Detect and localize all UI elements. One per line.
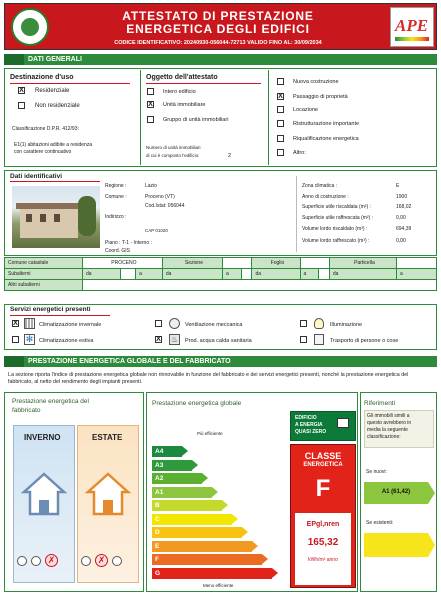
estate-label: ESTATE [92,433,123,442]
altro-checkbox[interactable] [277,149,284,156]
anno-costruzione-value: 1900 [396,194,408,200]
non-residenziale-checkbox[interactable] [18,102,25,109]
riferimenti-note: Gli immobili simili a questo avrebbero in media la seguente classificazione: [364,410,434,448]
numero-unita-label-2: di cui è composto l'edificio: [146,153,200,158]
fabbricato-title-2: fabbricato [12,407,41,414]
cod-istat-value: Cod.Istat: 056044 [145,203,185,209]
snowflake-icon: ✻ [25,334,34,344]
catasto-table [4,257,437,291]
passaggio-proprieta-checkbox[interactable]: X [278,93,283,100]
inverno-face-icon-3: ✗ [45,554,58,567]
energy-class-a3: A3 [152,460,192,471]
energy-class-f: F [152,554,262,565]
section-dati-generali: DATI GENERALI [4,54,437,65]
nzeb-checkbox[interactable] [337,418,349,428]
building-photo [12,186,100,248]
clim-invernale-label: Climatizzazione invernale [39,322,102,328]
nzeb-box: EDIFICIO A ENERGIA QUASI ZERO [290,411,356,441]
superficie-raffrescata-label: Superficie utile raffrescata (m²) : [302,215,374,221]
lightbulb-icon [314,318,324,329]
inverno-face-icon-1 [17,556,27,566]
se-esistenti-label: Se esistenti: [366,520,394,526]
locazione-label: Locazione [293,107,319,113]
zona-climatica-value: E [396,183,400,189]
classificazione-label: Classificazione D.P.R. 412/93: [12,126,79,132]
clim-invernale-checkbox[interactable]: X [13,320,18,327]
non-residenziale-label: Non residenziale [35,103,80,109]
se-nuovi-arrow: A1 (61,42) [364,482,428,504]
section-prestazione: PRESTAZIONE ENERGETICA GLOBALE E DEL FABBRICATO [4,356,437,367]
volume-raffrescato-value: 0,00 [396,238,406,244]
indice-value: 165,32 [307,537,339,548]
table-row: Comune catastale PROCENO Sezione Foglio Particella [5,258,437,269]
numero-unita-label-1: Numero di unità immobiliari [146,145,201,150]
trasporto-checkbox[interactable] [300,336,307,343]
energy-class-d: D [152,527,242,538]
regione-value: Lazio [145,183,157,189]
classe-label: CLASSE [304,451,342,461]
comune-label: Comune : [105,194,127,200]
region-seal-icon [11,8,49,46]
piu-efficiente-label: Più efficiente [197,431,223,436]
ventilazione-checkbox[interactable] [155,320,162,327]
nuova-costruzione-label: Nuova costruzione [293,79,339,85]
trasporto-label: Trasporto di persone o cose [330,338,399,344]
table-row: Altri subalterni [5,280,437,291]
zona-climatica-label: Zona climatica : [302,183,338,189]
volume-raffrescato-label: Volume lordo raffrescato (m³) : [302,238,370,244]
nuova-costruzione-checkbox[interactable] [277,78,284,85]
indice-label: EPgl,nren [306,521,340,528]
coord-gis-label: Coord. GIS [105,248,131,254]
volume-riscaldato-label: Volume lordo riscaldato (m³) : [302,226,368,232]
dati-identificativi-title: Dati identificativi [10,173,63,180]
radiator-icon [24,318,35,329]
faucet-icon: ♨ [170,335,179,344]
certificate-title: ATTESTATO DI PRESTAZIONE ENERGETICA DEGLI EDIFICI [122,9,314,36]
oggetto-title: Oggetto dell'attestato [146,74,218,81]
classificazione-value-1: E1(1) abitazioni adibite a residenza [14,142,93,148]
unita-immobiliare-label: Unità immobiliare [163,102,206,108]
illuminazione-label: Illuminazione [330,322,363,328]
volume-riscaldato-value: 694,39 [396,226,412,232]
servizi-title: Servizi energetici presenti [10,306,91,313]
inverno-label: INVERNO [24,433,61,442]
energy-class-e: E [152,541,252,552]
riqualificazione-checkbox[interactable] [277,135,284,142]
intero-edificio-label: Intero edificio [163,89,196,95]
ristrutturazione-checkbox[interactable] [277,120,284,127]
classificazione-value-2: con carattere continuativo [14,149,72,155]
riferimenti-title: Riferimenti [364,400,396,407]
superficie-riscaldata-value: 168,02 [396,204,412,210]
energy-class-c: C [152,514,232,525]
estate-face-icon-2: ✗ [95,554,108,567]
superficie-raffrescata-value: 0,00 [396,215,406,221]
riqualificazione-label: Riqualificazione energetica [293,136,359,142]
illuminazione-checkbox[interactable] [300,320,307,327]
energy-class-g: G [152,568,272,579]
house-winter-icon [20,470,68,518]
indice-unit: kWh/m² anno [308,557,338,563]
passaggio-proprieta-label: Passaggio di proprietà [293,94,348,100]
unita-immobiliare-checkbox[interactable]: X [148,101,153,108]
energy-class-a2: A2 [152,473,202,484]
locazione-checkbox[interactable] [277,106,284,113]
se-esistenti-arrow [364,533,428,557]
piano-label: Piano : T-1 - Interno : [105,240,152,246]
ape-logo: APE [390,7,434,47]
energy-class-b: B [152,500,222,511]
meno-efficiente-label: Meno efficiente [203,583,234,588]
energy-class-box [290,444,356,588]
acqua-calda-checkbox[interactable]: X [156,336,161,343]
fabbricato-title-1: Prestazione energetica del [12,398,89,405]
inverno-face-icon-2 [31,556,41,566]
certificate-code: CODICE IDENTIFICATIVO: 20240930-056044-72713 VALIDO FINO AL: 30/09/2034 [114,40,322,46]
energy-class-a1: A1 [152,487,212,498]
anno-costruzione-label: Anno di costruzione : [302,194,349,200]
gruppo-unita-label: Gruppo di unità immobiliari [163,117,229,123]
altro-label: Altro: [293,150,306,156]
classe-value: F [315,475,331,502]
intero-edificio-checkbox[interactable] [147,88,154,95]
prestazione-description: La sezione riporta l'indice di prestazione energetica globale non rinnovabile in funzione del fabbricato e dei servizi energetici presenti, nonché la prestazione energetica del fabbricato, al netto del rendimento degli impianti presenti. [8,372,409,385]
destinazione-title: Destinazione d'uso [10,74,74,81]
energy-class-a4: A4 [152,446,182,457]
comune-value: Proceno (VT) [145,194,175,200]
house-summer-icon [84,470,132,518]
superficie-riscaldata-label: Superficie utile riscaldata (m²) : [302,204,371,210]
elevator-icon [314,334,324,345]
residenziale-label: Residenziale [35,88,70,94]
clim-estiva-label: Climatizzazione estiva [39,338,94,344]
gruppo-unita-checkbox[interactable] [147,116,154,123]
acqua-calda-label: Prod. acqua calda sanitaria [185,338,252,344]
indirizzo-label: Indirizzo : [105,214,127,220]
cap-value: CAP 01020 [145,228,168,233]
clim-estiva-checkbox[interactable] [12,336,19,343]
certificate-header [4,3,437,50]
residenziale-checkbox[interactable]: X [19,87,24,94]
se-nuovi-label: Se nuovi: [366,469,387,475]
energetica-label: ENERGETICA [303,462,343,468]
ristrutturazione-label: Ristrutturazione importante [293,121,360,127]
regione-label: Regione : [105,183,127,189]
table-row: Subalterni da a da a da a da a [5,269,437,280]
numero-unita-value: 2 [228,153,232,159]
ventilazione-label: Ventilazione meccanica [185,322,243,328]
estate-face-icon-3 [112,556,122,566]
globale-title: Prestazione energetica globale [152,400,242,407]
estate-face-icon-1 [81,556,91,566]
fan-icon [169,318,180,329]
